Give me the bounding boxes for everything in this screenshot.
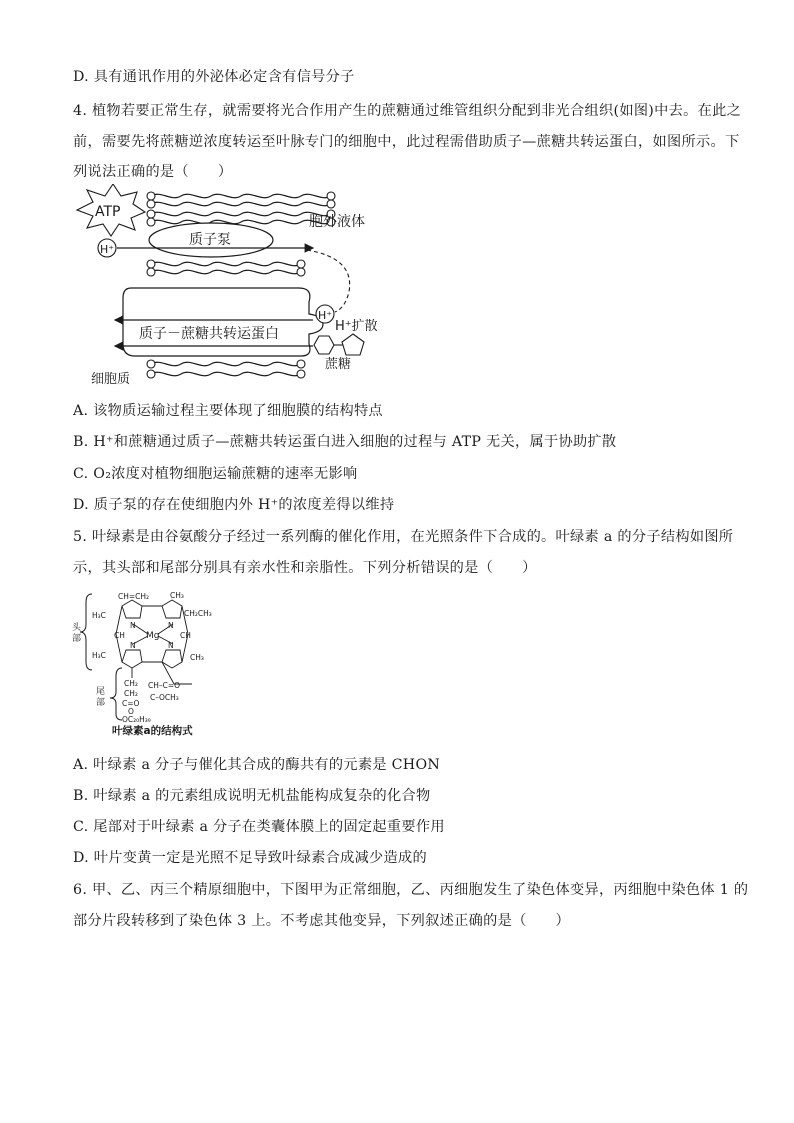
q6-stem-line-2: 部分片段转移到了染色体 3 上。不考虑其他变异，下列叙述正确的是（ ） (73, 913, 571, 929)
cotransporter-label: 质子－蔗糖共转运蛋白 (139, 326, 279, 342)
svg-text:CH₃: CH₃ (170, 591, 184, 600)
head-brace (80, 594, 92, 670)
q3-option-d: D. 具有通讯作用的外泌体必定含有信号分子 (73, 69, 355, 85)
q4-option-b: B. H⁺和蔗糖通过质子—蔗糖共转运蛋白进入细胞的过程与 ATP 无关，属于协助扩散 (73, 434, 617, 450)
q4-option-a: A. 该物质运输过程主要体现了细胞膜的结构特点 (73, 403, 383, 419)
sucrose-label: 蔗糖 (325, 357, 352, 372)
q4-stem-line-1: 4. 植物若要正常生存，就需要将光合作用产生的蔗糖通过维管组织分配到非光合组织(如图)中去。在此之 (73, 103, 742, 119)
svg-text:N: N (168, 621, 174, 630)
svg-text:H⁺: H⁺ (100, 243, 115, 256)
svg-text:O: O (128, 707, 134, 716)
svg-text:CH: CH (180, 631, 191, 640)
q4-membrane-diagram (73, 184, 403, 394)
svg-text:CH=CH₂: CH=CH₂ (118, 592, 150, 601)
svg-text:部: 部 (96, 698, 106, 708)
svg-text:CH₃: CH₃ (190, 653, 204, 662)
q5-stem-line-2: 示，其头部和尾部分别具有亲水性和亲脂性。下列分析错误的是（ ） (73, 560, 537, 576)
q4-stem-line-3: 列说法正确的是（ ） (73, 164, 233, 180)
h-diffusion-label: H⁺扩散 (335, 319, 378, 334)
svg-text:CH: CH (114, 631, 125, 640)
svg-text:H₃C: H₃C (92, 611, 106, 620)
svg-text:Mg: Mg (146, 631, 160, 641)
svg-text:N: N (130, 621, 136, 630)
q4-option-c: C. O₂浓度对植物细胞运输蔗糖的速率无影响 (73, 466, 358, 482)
upper-lipid-bilayer (151, 194, 331, 223)
svg-text:OC₂₀H₃₉: OC₂₀H₃₉ (122, 715, 151, 724)
atp-burst (77, 184, 145, 236)
svg-text:尾: 尾 (96, 687, 106, 697)
cytoplasm-label: 细胞质 (91, 372, 131, 387)
lipid-heads-upper (147, 192, 335, 226)
q5-option-b: B. 叶绿素 a 的元素组成说明无机盐能构成复杂的化合物 (73, 788, 431, 804)
q5-option-d: D. 叶片变黄一定是光照不足导致叶绿素合成减少造成的 (73, 850, 428, 866)
svg-text:C=O: C=O (122, 699, 140, 708)
q5-stem-line-1: 5. 叶绿素是由谷氨酸分子经过一系列酶的催化作用，在光照条件下合成的。叶绿素 a 的分子结构如图所 (73, 529, 734, 545)
proton-pump-label: 质子泵 (189, 232, 231, 248)
svg-text:CH₂: CH₂ (124, 679, 138, 688)
svg-text:N: N (130, 641, 136, 650)
q5-option-c: C. 尾部对于叶绿素 a 分子在类囊体膜上的固定起重要作用 (73, 819, 445, 835)
svg-text:H₃C: H₃C (92, 651, 106, 660)
svg-text:头: 头 (72, 623, 82, 633)
q5-chlorophyll-structure (70, 588, 240, 738)
porphyrin-ring (116, 600, 192, 684)
diffusion-dashed-path (307, 250, 350, 312)
q6-stem-line-1: 6. 甲、乙、丙三个精原细胞中，下图甲为正常细胞，乙、丙细胞发生了染色体变异，丙细胞中染色体 1 的 (73, 882, 749, 898)
extracellular-label: 胞外液体 (309, 214, 365, 230)
tail-brace (110, 668, 122, 720)
chlorophyll-caption: 叶绿素a的结构式 (112, 725, 193, 737)
q5-option-a: A. 叶绿素 a 分子与催化其合成的酶共有的元素是 CHON (73, 757, 441, 773)
svg-text:CH–C=O: CH–C=O (148, 681, 181, 690)
sucrose-glyph (314, 334, 364, 355)
q4-stem-line-2: 前，需要先将蔗糖逆浓度转运至叶脉专门的细胞中，此过程需借助质子—蔗糖共转运蛋白，如图所示。下 (73, 134, 740, 150)
atp-label: ATP (95, 204, 121, 220)
svg-text:部: 部 (72, 634, 82, 644)
svg-text:N: N (168, 641, 174, 650)
h-plus-right (316, 305, 334, 323)
q4-option-d: D. 质子泵的存在使细胞内外 H⁺的浓度差得以维持 (73, 497, 395, 513)
svg-text:H⁺: H⁺ (318, 309, 333, 322)
h-plus-left (98, 239, 116, 257)
svg-text:C–OCH₃: C–OCH₃ (150, 693, 179, 702)
svg-text:CH₂CH₃: CH₂CH₃ (184, 609, 212, 618)
svg-text:CH₂: CH₂ (124, 689, 138, 698)
